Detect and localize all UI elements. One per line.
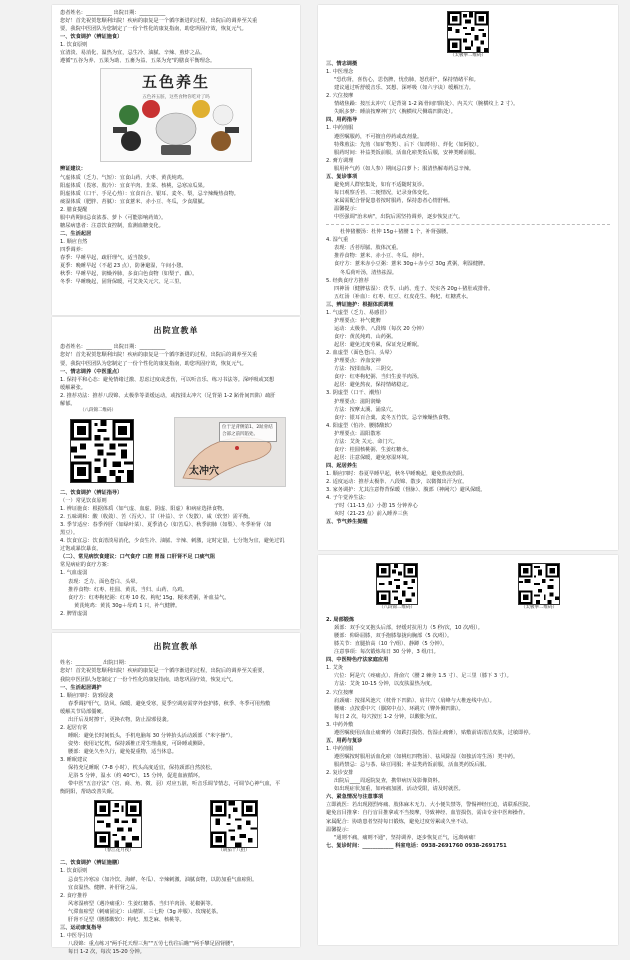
diet-heading: 一、饮食调护（辨证施食） [60, 34, 123, 41]
page4-diet-1: 4. 湿气重 [326, 237, 349, 244]
qr-item-left [376, 563, 418, 612]
page4-follow-2: 每日观察舌苔、二便情况，记录身体变化。 [334, 189, 433, 196]
page3-life-10: 保持充足睡眠（7-8 小时），枕头高度适宜，保持颈部自然放松。 [68, 765, 216, 772]
page4-diet-13: 食疗：黄芪炖鸡、山药粥。 [334, 334, 397, 341]
page4-follow-1: 避免到人群密集处，如有不适随时复诊。 [334, 181, 428, 188]
page5-line-21: 如出现症状加重，如疼痛加剧、活动受限，请及时就医。 [334, 786, 464, 793]
page3-life-7: 姿势：使用记忆枕，保持颈椎正常生理曲度，可卧睡或侧卧。 [68, 741, 209, 748]
page4-diet-27: 食疗：桂圆核桃粥、生姜红糖水。 [334, 446, 412, 453]
page5-line-2: 腰部：仰卧屈膝，双手抱膝靠拢向胸部（5 次/组）。 [334, 633, 453, 640]
page4-diet-10: 1. 气虚型（乏力、易感冒） [326, 309, 390, 316]
diet-principle-2: 遵循"五谷为养、五果为助、五畜为益、五菜为充"的膳食平衡理念。 [60, 58, 216, 65]
page2-diet-2: 1. 辨证施食：根据体质（如气虚、血虚、阴虚、阳虚）和病症选择食物。 [60, 505, 228, 512]
page5-line-9: 2. 穴位按摩 [326, 689, 354, 696]
page3-diet-8: 三、运动康复指导 [60, 924, 102, 931]
page-divider [326, 224, 610, 225]
page5-line-11: 腰痛：点按委中穴（腘窝中点）、环跳穴（臀外侧凹陷）。 [334, 705, 464, 712]
page5-line-3: 膝关节：直腿抬高（10 个/组）、静蹲（5 分钟）。 [334, 641, 448, 648]
page4-diet-17: 方法：按揉血海、三阴交。 [334, 366, 397, 373]
page4-diet-30: 1. 顺应四时：春夏早睡早起，秋冬早睡晚起，避免熬夜伤阴。 [326, 471, 468, 478]
poster-title: 五色养生 [141, 73, 210, 92]
page-5 [318, 555, 618, 945]
page-2 [52, 317, 300, 629]
page2-diet-9: 常见病症的食疗方案： [60, 562, 112, 569]
page3-life-heading: 一、生活起居调护 [60, 684, 102, 691]
five-color-poster [100, 68, 252, 162]
page4-emotion-4: 2. 穴位按摩 [326, 93, 354, 100]
page5-line-22: 六、紧急情况与注意事项 [326, 794, 384, 801]
page5-line-20: 出院后____周返院复查，携带病历及影像资料。 [334, 778, 443, 785]
page4-follow-heading: 五、复诊事项 [326, 173, 358, 180]
page2-diet-3: 2. 五味调和：酸（收敛）、苦（泻火）、甘（补益）、辛（发散）、咸（软坚）需平衡。 [60, 514, 254, 521]
page5-line-8: 方法：艾灸 10-15 分钟，以皮肤温热为度。 [334, 681, 436, 688]
page3-diet-3: 宜食温热、健脾、补肝肾之品。 [68, 884, 141, 891]
syndrome-2: 阳虚体质（畏寒、肢冷）：宜食羊肉、韭菜、核桃，忌寒凉瓜果。 [60, 182, 208, 189]
page4-emotion-2: "恐伤肾，喜伤心，思伤脾，忧伤肺，怒伤肝"，保持情绪平和。 [334, 77, 479, 84]
page3-life-2: 春季调护肝气，防风、保暖、避免受寒，夏季空调房需穿外套护膝，秋季、冬季可用热敷 [68, 700, 271, 707]
page2-intro-1: 您好！首先祝贺您顺利出院！疾病的康复是一个循序渐进的过程，出院后的调养至关重 [60, 352, 258, 359]
med-2: 糖尿病患者：注意饮食控制，监测血糖变化。 [60, 222, 164, 229]
page3-diet-2: 忌食生冷寒凉（如冷饮、海鲜、冬瓜）、辛辣刺激、油腻食物，以防加重气血瘀阻。 [68, 876, 258, 883]
qr-code-icon[interactable] [210, 800, 258, 848]
page4-diet-31: 2. 适度运动：推荐太极拳、八段锦、散步，以微微出汗为宜。 [326, 479, 468, 486]
emotion-heading: 一、情志调养（中医重点） [60, 368, 123, 375]
page-1 [52, 5, 300, 315]
page3-life-9: 3. 睡眠建议 [60, 757, 88, 764]
taiji-qr-caption: （太极拳二维码） [450, 53, 486, 58]
page4-diet-12: 运动：太极拳、八段锦（每次 20 分钟） [334, 325, 427, 332]
page4-emotion-1: 1. 中医理念 [326, 69, 354, 76]
page4-emotion-3: 建议通过听舒缓音乐、冥想、深呼吸（如六字诀）缓解压力。 [334, 85, 475, 92]
qr-code-icon[interactable] [94, 800, 142, 848]
page3-life-6: 睡眠：避免长时间低头，手机电脑每 30 分钟抬头活动颈部（"米字操"）。 [68, 732, 236, 739]
intro-line-1: 您好！首先祝贺您顺利出院！疾病的康复是一个循序渐进的过程，出院后的调养至关重 [60, 18, 258, 25]
page4-med-6: 服用补气药（如人参）期间忌白萝卜；服清热解毒药忌辛辣。 [334, 165, 475, 172]
page5-line-12: 每日 2 次，每穴按压 1-2 分钟，以酸胀为宜。 [334, 713, 441, 720]
page-4 [318, 5, 618, 550]
qr-right-caption: （太极拳二维码） [521, 605, 557, 610]
page3-diet-9: 1. 中医导引功 [60, 932, 93, 939]
acupoint-name: 太冲穴 [189, 466, 219, 478]
page4-diet-6: 5. 经典食疗方推荐 [326, 277, 369, 284]
page2-diet-10: 1. 气血虚弱 [60, 570, 88, 577]
page3-life-8: 腰部：避免久坐久行，避免提重物，适当休息。 [68, 749, 177, 756]
page4-diet-7: 四神汤（健脾祛湿）：茯苓、山药、莲子、芡实各 20g＋猪肚或排骨。 [334, 285, 494, 292]
page5-line-24: 避免盲目推拿：自行盲目推拿或不当按摩，导致神经、血管损伤，需由专业中医师操作。 [326, 810, 529, 817]
qr-right-caption: （胡笳十八拍） [218, 848, 250, 854]
page4-diet-28: 起居：注意保暖，避免寒湿环境。 [334, 454, 412, 461]
page4-med-2: 遵医嘱服药，不可擅自停药或改剂量。 [334, 133, 423, 140]
page2-diet-11: 表现：乏力、面色苍白、头晕。 [68, 578, 141, 585]
page4-diet-29: 四、起居养生 [326, 463, 358, 470]
page3-life-12: 带中医"五音疗法"（宫、商、角、徵、羽）对应五脏，听音乐调节情志，可调节心神气血，平 [68, 781, 281, 788]
page4-med-heading: 四、用药指导 [326, 117, 358, 124]
page3-diet-heading: 二、饮食调护（辨证施膳） [60, 860, 123, 867]
page5-line-23: 立即就医：若出现剧烈疼痛、肢体麻木无力、大小便失禁等，警惕神经压迫，请联系医院。 [326, 802, 534, 809]
page3-diet-4: 2. 食疗推荐 [60, 892, 88, 899]
page5-line-6: 1. 艾灸 [326, 665, 343, 672]
page2-diet-heading: 二、饮食调护（辨证指导） [60, 489, 123, 496]
syndrome-heading: 辨证建议： [60, 166, 86, 173]
page4-diet-8: 五红汤（补血）：红枣、红豆、红皮花生、枸杞、红糖煮水。 [334, 293, 472, 300]
page2-diet-7: 过饱或暴饮暴食。 [60, 546, 102, 553]
page2-diet-5: 黑豆）。 [60, 530, 79, 537]
page3-title: 出院宣教单 [153, 642, 199, 651]
page4-diet-18: 食疗：红枣枸杞粥、当归生姜羊肉汤。 [334, 374, 423, 381]
page4-diet-35: 亥时（21-23 点）前入睡养三焦 [334, 511, 408, 518]
page2-diet-15: 2. 脾胃虚弱 [60, 610, 88, 617]
emotion-4: 解郁。 [60, 400, 76, 407]
page4-diet-22: 方法：按摩太溪、涌泉穴。 [334, 406, 397, 413]
life-1: 四季调养： [60, 247, 86, 254]
qr-code-icon[interactable] [70, 419, 134, 483]
page4-diet-3: 推荐食物：薏米、赤小豆、冬瓜、荷叶。 [334, 253, 428, 260]
page5-line-10: 肩颈痛：按揉风池穴（枕骨下凹陷）、肩井穴（肩峰与大椎连线中点）。 [334, 697, 495, 704]
page5-line-28: 七、复诊时间：____________ 科室电话：0938-2691760 0938-2691751 [326, 842, 507, 849]
syndrome-3: 阴虚体质（口干、手足心热）：宜食百合、银耳、麦冬、梨，忌辛辣燥热食物。 [60, 190, 239, 197]
life-5: 冬季：早睡晚起，固肾保暖，可艾灸关元穴、足三里。 [60, 279, 185, 286]
page4-med-1: 1. 中药煎服 [326, 125, 354, 132]
food-illustration [111, 99, 241, 157]
page3-diet-7: 肝肾不足型（腰膝酸软）：枸杞、黑芝麻、核桃等。 [68, 916, 185, 923]
page2-diet-8: （二）、常见病饮食建议：口气食疗 口腔 胃湿 口肝肾不足 口痰气阻 [60, 554, 216, 561]
med-heading: 2. 膳食提醒 [60, 206, 88, 213]
page4-diet-2: 表现：舌苔厚腻、肢体沉重。 [334, 245, 402, 252]
page3-life-3: 缓解关节局部僵硬。 [60, 708, 107, 715]
page3-intro-2: 我院中医团队为您制定了一份个性化的康复指南，助您巩固疗效，恢复元气。 [60, 676, 237, 683]
page4-diet-15: 2. 血虚型（面色苍白、头晕） [326, 350, 395, 357]
intro-line-2: 要，我院中医团队为您制定了一份个性化的康复指南，助您巩固疗效，恢复元气。 [60, 26, 247, 33]
emotion-2: 缓解紧张。 [60, 384, 86, 391]
emotion-3: 2. 推荐功法：推荐八段锦、太极拳等柔缓运动，或按揉太冲穴（足背第 1-2 跖骨间凹陷）疏肝 [60, 392, 276, 399]
page-3 [52, 633, 300, 956]
page2-diet-6: 4. 饮食宜忌：饮食清淡易消化，少食生冷、油腻、辛辣、刺激，定时定量，七分饱为宜，避免过饥 [60, 538, 285, 545]
page5-line-4: 注意事项：每次锻炼每日 30 分钟，3 组/日。 [334, 649, 439, 656]
patient-header: 患者姓名：__________ 出院日期：__________ [60, 10, 166, 16]
page3-life-4: 出汗后及时擦干，更换衣物，防止湿邪侵袭。 [68, 716, 172, 723]
page5-line-14: 遵医嘱使用活血止痛膏药（如跌打损伤、伤湿止痛膏），贴敷前请清洁皮肤，过敏即停。 [334, 729, 534, 736]
qr-code-icon[interactable] [518, 563, 560, 605]
page3-life-1: 1. 顺应四时：防邪侵袭 [60, 692, 114, 699]
page4-diet-16: 护理要点：养血安神 [334, 358, 381, 365]
page4-emotion-5: 情绪焦躁：按压太冲穴（足背第 1-2 跖骨间凹陷处）、内关穴（腕横纹上 2 寸）。 [334, 101, 519, 108]
page5-line-1: 颈部：双手交叉抱头后部，轻缓对抗用力（5 秒/次，10 次/组）。 [334, 625, 483, 632]
page4-diet-25: 护理要点：温阳散寒 [334, 430, 381, 437]
page2-title: 出院宣教单 [153, 326, 199, 335]
baduanjin-qr-caption: （八段锦二维码） [80, 407, 116, 413]
page4-diet-32: 3. 家务调护：尤其注意脊背保暖（督脉）、腹部（神阙穴）避风保暖。 [326, 487, 486, 494]
page5-line-0: 2. 局部锻炼 [326, 616, 355, 623]
page3-diet-6: 气滞血瘀型（刺痛固定）：山楂饼、三七粉（3g 冲服）、玫瑰花茶。 [68, 908, 222, 915]
page3-life-5: 2. 起居有常 [60, 724, 88, 731]
page2-intro-2: 要，我院中医团队为您制定了一份个性化的康复指南，助您巩固疗效，恢复元气。 [60, 360, 247, 367]
page3-diet-1: 1. 饮食原则 [60, 868, 88, 875]
page4-emotion-heading: 三、情志调摄 [326, 60, 358, 67]
life-3: 夏季：晚睡早起（不超 23 点），防暑避湿，午间小憩。 [60, 263, 187, 270]
page5-line-16: 1. 中药煎服 [326, 745, 354, 752]
diet-principle-1: 宜清淡、易消化、温热为宜，忌生冷、油腻、辛辣、煎炸之品。 [60, 50, 206, 57]
page4-diet-33: 4. 子午觉养生法： [326, 495, 369, 502]
page3-diet-11: 每日 1-2 次，每次 15-20 分钟。 [68, 949, 145, 956]
life-sub: 1. 顺应自然 [60, 239, 88, 245]
syndrome-1: 气虚体质（乏力、气短）：宜食山药、大枣、黄芪炖鸡。 [60, 174, 188, 181]
page4-emotion-6: 失眠多梦：睡前按摩神门穴（腕横纹尺侧端凹陷处）。 [334, 109, 456, 116]
page4-follow-5: 中医强调"治未病"，出院后需坚持调养，逐步恢复正气。 [334, 214, 464, 221]
poster-subtitle: 五色养五脏，这些食物你吃对了吗 [142, 94, 210, 100]
qr-item-left [94, 800, 142, 855]
page4-diet-9: 三、辨证施护：根据体质调理 [326, 301, 394, 308]
page5-line-26: 温馨提示： [326, 826, 352, 833]
life-4: 秋季：早睡早起，润燥养肺，多食白色食物（如梨子、藕）。 [60, 271, 198, 278]
page4-diet-0: 杜仲猪腰汤：杜仲 15g＋猪腰 1 个，补肾强腰。 [340, 229, 452, 236]
page5-line-13: 3. 中药外敷 [326, 721, 354, 728]
page4-diet-5: 冬瓜荷叶汤，清热祛湿。 [340, 269, 398, 276]
page4-diet-20: 3. 阴虚型（口干、潮热） [326, 390, 385, 397]
page4-diet-21: 护理要点：滋阴润燥 [334, 398, 381, 405]
page2-header: 患者姓名：__________ 出院日期：__________ [60, 344, 166, 351]
page5-line-15: 五、用药与复诊 [326, 737, 363, 744]
page3-intro-1: 您好！首先祝贺您顺利出院！疾病的康复是一个循序渐进的过程，出院后的调养至关重要， [60, 668, 268, 675]
page2-diet-12: 推荐食物：红枣、桂圆、黄芪、当归、山药、乌鸡。 [68, 586, 188, 593]
qr-left-caption: （八段锦二维码） [379, 605, 415, 610]
media-row [60, 415, 292, 489]
qr-code-icon[interactable] [447, 11, 489, 53]
page5-line-27: "通则不痛，痛则不通"，坚持调养，逐步恢复正气，远离病痛！ [334, 834, 479, 841]
page3-life-13: 衡阴阳，帮助改善失眠。 [60, 789, 118, 796]
page4-diet-36: 五、节气养生提醒 [326, 519, 368, 526]
page4-diet-19: 起居：避免熬夜，保持情绪稳定。 [334, 382, 412, 389]
page4-med-4: 服药时间：补益类饭前服，活血化瘀类饭后服，安神类睡前服。 [334, 149, 480, 156]
page3-diet-5: 风寒湿痹型（遇冷痛重）：生姜红糖茶、当归羊肉汤、花椒粥等。 [68, 900, 216, 907]
page4-diet-26: 方法：艾灸 关元、命门穴。 [334, 438, 398, 445]
page2-diet-14: 黄芪炖鸡：黄芪 30g＋母鸡 1 只，补气健脾。 [74, 602, 181, 609]
page4-follow-4: 温馨提示： [334, 206, 360, 213]
page4-follow-3: 家属需配合督促患者按时服药，保持患者心情舒畅。 [334, 198, 454, 205]
life-2: 春季：早睡早起，疏肝理气，适当散步。 [60, 255, 154, 262]
page2-diet-13: 食疗方：红枣枸杞粥：红枣 10 枚、枸杞 15g、粳米煮粥，补血益气。 [68, 594, 230, 601]
life-heading: 二、生活起居 [60, 230, 92, 237]
qr-item-right [518, 563, 560, 612]
page5-line-17: 遵医嘱按时服用活血化瘀（如桃红四物汤）、祛风除湿（如独活寄生汤）类中药。 [334, 754, 519, 761]
page4-diet-14: 起居：避免过度劳累，保证充足睡眠。 [334, 342, 423, 349]
page4-diet-23: 食疗：银耳百合羹、麦冬五竹饮。忌辛辣燥热食物。 [334, 414, 454, 421]
exercise-qr-row [326, 563, 610, 612]
page3-diet-10: 八段锦：重点练习"两手托天理三焦""五劳七伤往后瞧""两手攀足固肾腰"， [68, 941, 238, 948]
foot-acupoint-photo [174, 417, 286, 487]
page4-diet-24: 4. 阳虚型（怕冷、腰膝酸软） [326, 422, 395, 429]
med-1: 服中药期间忌食浓茶、萝卜（可能影响药效）。 [60, 214, 167, 221]
page5-line-19: 2. 复诊安排 [326, 770, 354, 777]
page5-line-18: 服药禁忌：忌与茶、绿豆同服；补益类药饭前服，活血类药饭后服。 [334, 762, 490, 769]
page4-med-5: 2. 膏方调理 [326, 157, 354, 164]
page5-line-5: 四、中医特色疗法家庭应用 [326, 657, 389, 664]
diet-principle-heading: 1. 饮食原则 [60, 42, 88, 49]
page2-diet-4: 3. 季节适应：春季养肝（如绿叶菜）、夏季清心（如苦瓜）、秋季润肺（如梨）、冬季补肾（如 [60, 522, 272, 529]
qr-left-caption: （春江花月夜） [102, 848, 134, 854]
page2-diet-1: （一）常见饮食原则 [60, 497, 107, 504]
page3-life-11: 足浴 5 分钟，温水（约 40℃），15 分钟，促进血液循环。 [68, 773, 204, 780]
qr-code-icon[interactable] [376, 563, 418, 605]
acupoint-description: 位于足背侧第1、2趾骨结合部之前凹陷处。 [219, 422, 277, 442]
qr-item-right [210, 800, 258, 855]
page4-diet-34: 子时（11-13 点）小憩 15 分钟养心 [334, 503, 418, 510]
page3-header: 姓名：__________ 出院日期：__________ [60, 660, 156, 667]
syndrome-4: 痰湿体质（肥胖、苔腻）：宜食薏米、赤小豆、冬瓜，少食甜腻。 [60, 198, 208, 205]
taiji-qr-block [326, 11, 610, 60]
music-qr-row [60, 800, 292, 855]
emotion-1: 1. 保持平和心态：避免情绪过激、思虑过度或悲伤，可以听音乐、练习书法等。深呼吸或冥想 [60, 376, 275, 383]
page4-med-3: 特殊煎法：先煎（如矿物类）、后下（如薄荷）、烊化（如阿胶）。 [334, 141, 482, 148]
page5-line-25: 家属配合：协助患者坚持每日锻炼，避免过度劳累或久坐不动。 [326, 818, 472, 825]
page5-line-7: 穴位：阿是穴（疼痛点）、肾俞穴（腰 2 棘旁 1.5 寸）、足三里（膝下 3 寸）。 [334, 673, 512, 680]
page4-diet-11: 护理要点：补气健脾 [334, 317, 381, 324]
page4-diet-4: 食疗方：薏米赤小豆粥：薏米 30g＋赤小豆 30g 煮粥，利湿健脾。 [334, 261, 489, 268]
